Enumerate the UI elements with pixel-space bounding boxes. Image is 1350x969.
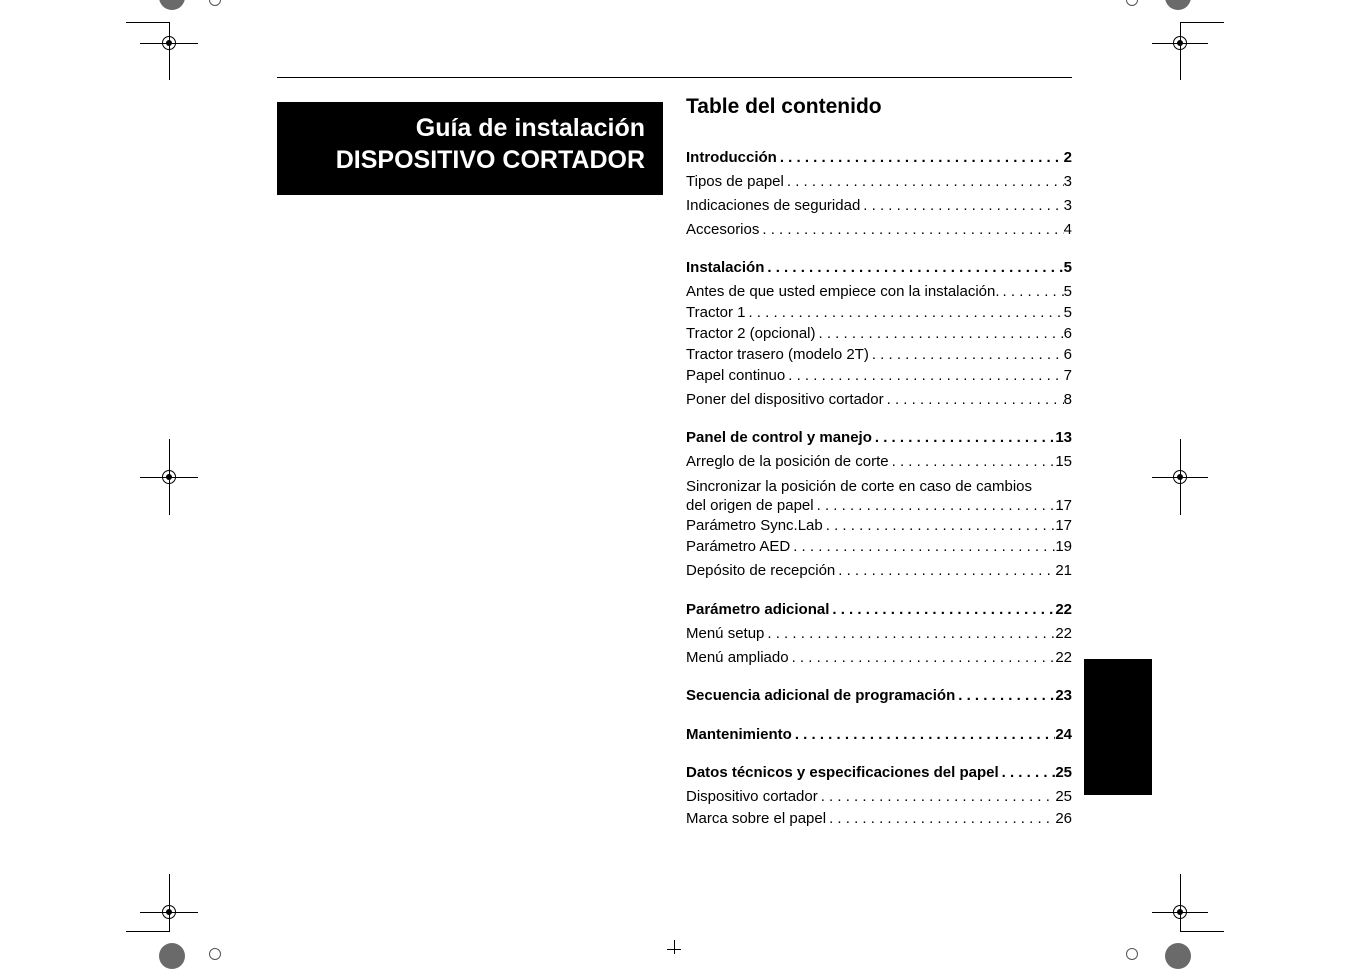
- toc-entry-page: 7: [1063, 367, 1072, 384]
- toc-dot-leader: [764, 258, 1063, 277]
- toc-entry-title: Mantenimiento: [686, 726, 792, 743]
- toc-dot-leader: [785, 366, 1063, 385]
- toc-entry-title: Tractor 2 (opcional): [686, 325, 816, 342]
- toc-entry-page: 22: [1055, 649, 1072, 666]
- toc-entry-title: Menú setup: [686, 625, 765, 642]
- title-box: [277, 102, 663, 195]
- toc-entry-title: Arreglo de la posición de corte: [686, 453, 889, 470]
- toc-entry: [686, 787, 1072, 806]
- toc-dot-leader: [816, 324, 1064, 343]
- toc-entry-page: 4: [1063, 221, 1072, 238]
- toc-dot-leader: [829, 600, 1055, 619]
- section-thumb-tab: [1084, 659, 1152, 795]
- toc-dot-leader: [860, 196, 1063, 215]
- toc-entry: [686, 428, 1072, 447]
- toc-entry-page: 25: [1055, 788, 1072, 805]
- toc-entry: [686, 516, 1072, 535]
- toc-entry-continued-text: Sincronizar la posición de corte en caso de cambios: [686, 478, 1033, 495]
- toc-entry-page: 8: [1063, 391, 1072, 408]
- toc-dot-leader: [884, 390, 1064, 409]
- toc-entry: [686, 282, 1072, 301]
- toc-entry: [686, 390, 1072, 409]
- toc-dot-leader: [955, 686, 1055, 705]
- toc-entry-page: 15: [1055, 453, 1072, 470]
- toc-entry-title: Parámetro AED: [686, 538, 791, 555]
- toc-dot-leader: [792, 725, 1055, 744]
- toc-entry-page: 25: [1055, 764, 1072, 781]
- toc-dot-leader: [826, 809, 1055, 828]
- toc-entry: [686, 303, 1072, 322]
- top-rule: [277, 77, 1072, 78]
- toc-entry-page: 24: [1055, 726, 1072, 743]
- toc-entry: [686, 496, 1072, 515]
- toc-entry-title: Tractor 1: [686, 304, 746, 321]
- toc-entry-page: 6: [1063, 346, 1072, 363]
- toc-entry: [686, 324, 1072, 343]
- toc-entry-title: Papel continuo: [686, 367, 786, 384]
- toc-entry-title: Antes de que usted empiece con la instalación.: [686, 283, 1000, 300]
- toc-entry-title: Tractor trasero (modelo 2T): [686, 346, 869, 363]
- toc-dot-leader: [777, 148, 1064, 167]
- toc-dot-leader: [823, 516, 1056, 535]
- toc-dot-leader: [789, 648, 1056, 667]
- toc-entry-page: 26: [1055, 810, 1072, 827]
- toc-dot-leader: [872, 428, 1055, 447]
- toc-dot-leader: [835, 561, 1055, 580]
- toc-entry-title: Marca sobre el papel: [686, 810, 827, 827]
- toc-entry-page: 3: [1063, 197, 1072, 214]
- toc-entry-page: 13: [1055, 429, 1072, 446]
- title-line-2: DISPOSITIVO CORTADOR: [335, 146, 645, 174]
- toc-entry-page: 2: [1063, 149, 1072, 166]
- toc-entry: [686, 561, 1072, 580]
- toc-entry: [686, 196, 1072, 215]
- toc-entry: [686, 624, 1072, 643]
- toc-entry: [686, 148, 1072, 167]
- toc-entry-title: Depósito de recepción: [686, 562, 836, 579]
- toc-entry-title: Panel de control y manejo: [686, 429, 872, 446]
- toc-entry: [686, 345, 1072, 364]
- toc-entry-page: 19: [1055, 538, 1072, 555]
- toc-entry-title: del origen de papel: [686, 497, 814, 514]
- toc-entry-page: 6: [1063, 325, 1072, 342]
- toc-entry-page: 17: [1055, 497, 1072, 514]
- toc-entry-title: Datos técnicos y especificaciones del papel: [686, 764, 999, 781]
- toc-entry-page: 22: [1055, 625, 1072, 642]
- toc-entry-title: Introducción: [686, 149, 777, 166]
- toc-dot-leader: [784, 172, 1064, 191]
- toc-entry-title: Tipos de papel: [686, 173, 784, 190]
- toc-entry: [686, 537, 1072, 556]
- toc-entry-title: Dispositivo cortador: [686, 788, 818, 805]
- toc-entry: [686, 258, 1072, 277]
- toc-entry-title: Indicaciones de seguridad: [686, 197, 861, 214]
- toc-dot-leader: [764, 624, 1055, 643]
- toc-entry-title: Instalación: [686, 259, 765, 276]
- toc-entry-page: 22: [1055, 601, 1072, 618]
- toc-entry-title: Poner del dispositivo cortador: [686, 391, 884, 408]
- toc-entry: [686, 452, 1072, 471]
- toc-entry-page: 23: [1055, 687, 1072, 704]
- toc-dot-leader: [889, 452, 1056, 471]
- toc-entry-title: Menú ampliado: [686, 649, 789, 666]
- toc-dot-leader: [745, 303, 1063, 322]
- toc-entry: [686, 725, 1072, 744]
- toc-entry-page: 21: [1055, 562, 1072, 579]
- toc-entry-page: 5: [1063, 304, 1072, 321]
- toc-entry-title: Accesorios: [686, 221, 760, 238]
- toc-entry: [686, 686, 1072, 705]
- toc-dot-leader: [759, 220, 1063, 239]
- toc-entry: [686, 366, 1072, 385]
- toc-entry: [686, 600, 1072, 619]
- title-line-1: Guía de instalación: [415, 114, 645, 142]
- toc-dot-leader: [869, 345, 1064, 364]
- toc-dot-leader: [1000, 282, 1064, 301]
- toc-entry: [686, 172, 1072, 191]
- toc-entry: [686, 220, 1072, 239]
- toc-dot-leader: [790, 537, 1055, 556]
- toc-dot-leader: [814, 496, 1056, 515]
- toc-heading: Table del contenido: [686, 95, 882, 118]
- toc-entry-page: 5: [1063, 283, 1072, 300]
- toc-entry-page: 3: [1063, 173, 1072, 190]
- toc-entry-page: 5: [1063, 259, 1072, 276]
- toc-dot-leader: [999, 763, 1056, 782]
- toc-entry: [686, 809, 1072, 828]
- toc-entry-title: Parámetro adicional: [686, 601, 830, 618]
- toc-entry-page: 17: [1055, 517, 1072, 534]
- toc-entry: [686, 648, 1072, 667]
- toc-entry-title: Parámetro Sync.Lab: [686, 517, 823, 534]
- toc-entry-title: Secuencia adicional de programación: [686, 687, 956, 704]
- toc-dot-leader: [818, 787, 1056, 806]
- toc-entry: [686, 763, 1072, 782]
